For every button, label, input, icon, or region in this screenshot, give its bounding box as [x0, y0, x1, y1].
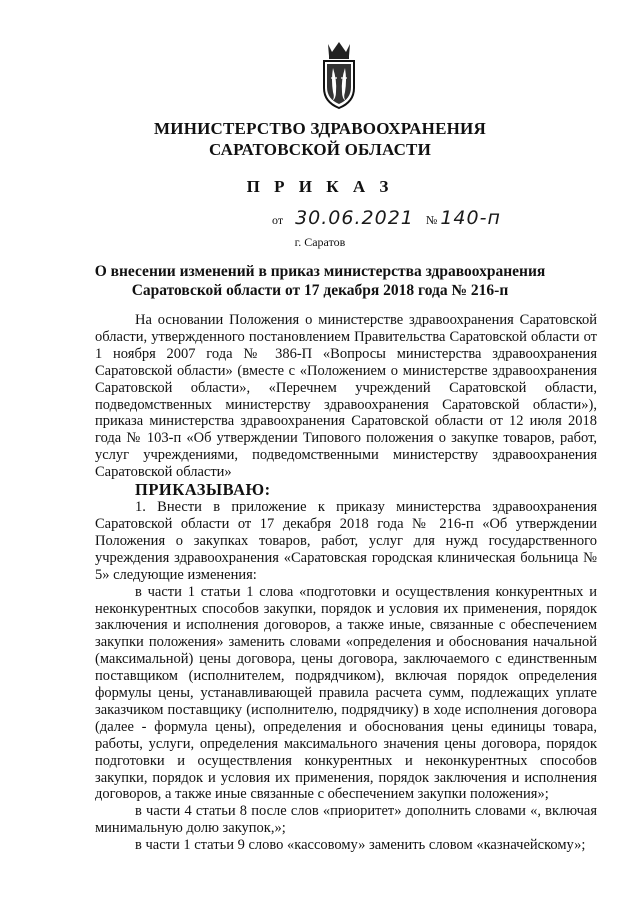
ministry-line-2: САРАТОВСКОЙ ОБЛАСТИ [208, 140, 432, 159]
intro-paragraph: На основании Положения о министерстве здравоохранения Саратовской области, утвержденного постановлением Правительства Саратовской области от 1 ноября 2007 года № 386-П «Вопросы министерства здравоохранения Саратовской области» (вместе с «Положением о министерстве здравоохранения Саратовской области», «Перечнем учреждений Саратовской области, подведомственных министерству здравоохранения Саратовской области»), приказа министерства здравоохранения Саратовской области от 12 июля 2018 года № 103-п «Об утверждении Типового положения о закупке товаров, работ, услуг учреждениями, подведомственными министерству здравоохранения Саратовской области» [95, 312, 597, 481]
city: г. Саратов [294, 235, 346, 249]
item-1-paragraph: 1. Внести в приложение к приказу министерства здравоохранения Саратовской области от 17 декабря 2018 года № 216-п «Об утверждении Положения о закупках товаров, работ, услуг для нужд государственного учреждения здравоохранения «Саратовская городская клиническая больница № 5» следующие изменения: [95, 499, 597, 583]
heading-line-1: О внесении изменений в приказ министерства здравоохранения [94, 263, 546, 280]
order-date-number [272, 207, 501, 229]
saratov-coat-of-arms-icon [318, 40, 360, 110]
document-heading [60, 262, 580, 300]
change-3-paragraph: в части 1 статьи 9 слово «кассовому» заменить словом «казначейскому»; [135, 837, 586, 854]
ministry-name [0, 118, 640, 160]
prikazyvayu: ПРИКАЗЫВАЮ: [135, 480, 271, 500]
number-label: № [425, 213, 438, 227]
change-1-paragraph: в части 1 статьи 1 слова «подготовки и осуществления конкурентных и неконкурентных способов закупки, порядок и условия их применения, порядок заключения и исполнения договоров, а также иные, связанные с обеспечением закупки положения» заменить словами «определения и обоснования начальной (максимальной) цены договора, цены договора, заключаемого с единственным поставщиком (исполнителем, подрядчиком), включая порядок определения формулы цены, устанавливающей правила расчета сумм, подлежащих уплате заказчиком поставщику (исполнителю, подрядчику) в ходе исполнения договора (далее - формула цены), определения и обоснования цены единицы товара, работы, услуги, определения максимального значения цены договора, порядок подготовки и осуществления конкурентных и неконкурентных способов закупки, порядок и условия их применения, порядок заключения и исполнения договоров, а также иные связанные с обеспечением закупки положения»; [95, 583, 597, 803]
document-body [95, 312, 597, 854]
heading-line-2: Саратовской области от 17 декабря 2018 года № 216-п [131, 282, 509, 299]
change-2-paragraph: в части 4 статьи 8 после слов «приоритет» дополнить словами «, включая минимальную долю закупок,»; [95, 803, 597, 837]
ministry-line-1: МИНИСТЕРСТВО ЗДРАВООХРАНЕНИЯ [154, 119, 486, 138]
date-label: от [272, 213, 284, 227]
date-value: 30.06.2021 [295, 207, 414, 229]
order-title: П Р И К А З [246, 177, 394, 196]
number-value: 140-п [440, 207, 501, 229]
